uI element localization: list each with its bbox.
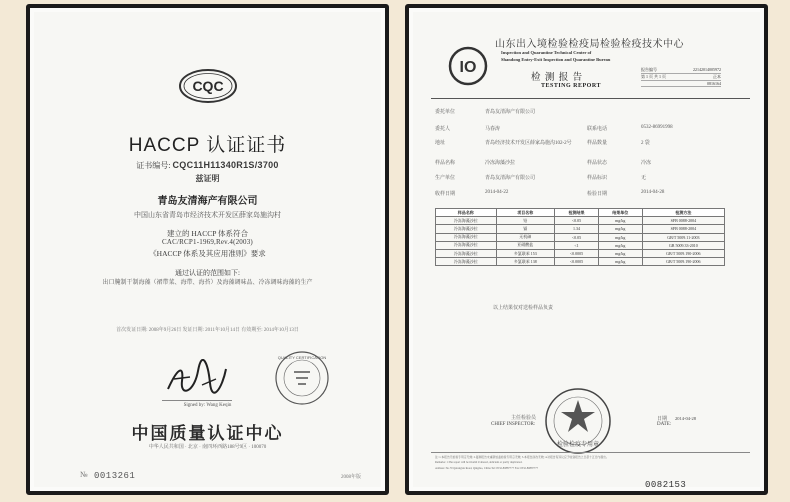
table-cell: 冷冻海藻沙拉 — [436, 241, 497, 249]
table-cell: <1 — [555, 241, 599, 249]
scope-text: 出口腌制干制海藻（裙带菜、海带、海苔）及海藻调味品、冷冻调味海藻的生产 — [102, 280, 313, 286]
column-header: 检测结果 — [555, 209, 599, 217]
column-header: 样品名称 — [436, 209, 497, 217]
table-cell: GB/T 5009.11-2003 — [642, 233, 724, 241]
table-cell: <0.0005 — [555, 249, 599, 257]
certificate-title: HACCP 认证证书 — [128, 135, 287, 156]
report-serial: 0082153 — [645, 480, 687, 490]
report-page — [413, 12, 760, 490]
field-value: 0532-86991998 — [641, 125, 673, 130]
field-label: 检验日期 — [587, 192, 608, 197]
table-cell: 多氯联苯 153 — [496, 249, 554, 257]
column-header: 项目名称 — [496, 209, 554, 217]
report-number-label: 报告编号 — [641, 67, 657, 72]
footer-note-2: Remarks: 1.The report will be invalid if altered, deficient or partly duplicated. — [435, 461, 523, 464]
chief-inspector-en: CHIEF INSPECTOR: — [491, 422, 536, 427]
table-cell: mg/kg — [598, 249, 642, 257]
field-label: 地址 — [435, 141, 446, 146]
ciq-logo-text: IO — [459, 59, 477, 76]
header-rule — [431, 98, 750, 99]
table-cell: <0.05 — [555, 233, 599, 241]
validity-dates: 首次发证日期: 2008年9月26日 发证日期: 2011年10月14日 有效期至: 2014年10月13日 — [116, 328, 299, 333]
table-cell: 镉 — [496, 225, 554, 233]
table-cell: 冷冻海藻沙拉 — [436, 249, 497, 257]
certificate-number: CQC11H11340R1S/3700 — [172, 160, 279, 170]
field-value: 2014-04-22 — [485, 190, 509, 195]
field-label: 样品数量 — [587, 141, 608, 146]
seal-text: QUALITY CERTIFICATION — [277, 355, 327, 360]
table-row — [436, 241, 725, 249]
table-cell: mg/kg — [598, 225, 642, 233]
signature-line — [162, 400, 232, 401]
field-label: 样品状态 — [587, 161, 608, 166]
table-cell: GB/T 5009.190-2006 — [642, 258, 724, 266]
table-cell: 1.34 — [555, 225, 599, 233]
serial-mark: № — [80, 470, 88, 479]
footer-rule — [431, 452, 750, 453]
report-header-en-2: Shandong Entry-Exit Inspection and Quarantine Bureau — [501, 57, 611, 62]
field-value: 青岛经济技术开发区薛家岛施沟102-2号 — [485, 141, 572, 146]
field-label: 生产单位 — [435, 176, 456, 181]
certificate-page — [34, 12, 381, 487]
scope-heading: 通过认证的范围如下: — [175, 269, 240, 277]
standard-line-2: CAC/RCP1-1969,Rev.4(2003) — [162, 238, 253, 246]
certificate-number-line — [34, 160, 381, 171]
table-cell: 多氯联苯 138 — [496, 258, 554, 266]
table-cell: <0.0005 — [555, 258, 599, 266]
inspection-stamp-icon — [543, 386, 613, 456]
field-value: 青岛友清海产有限公司 — [485, 110, 536, 115]
report-header-en-1: Inspection and Quarantine Technical Center of — [501, 50, 592, 55]
field-value: 2 袋 — [641, 141, 650, 146]
standard-line-3: 《HACCP 体系及其应用准则》要求 — [149, 249, 266, 258]
company-name: 青岛友清海产有限公司 — [157, 196, 258, 207]
table-cell: 无机砷 — [496, 233, 554, 241]
field-value: 马春涛 — [485, 127, 501, 132]
table-cell: 铅 — [496, 217, 554, 225]
edition-label: 2008年版 — [340, 475, 361, 480]
date-label-en: DATE: — [657, 422, 672, 427]
table-cell: <0.05 — [555, 217, 599, 225]
copy-label: 正本 — [713, 73, 721, 79]
certificate-number-label: 证书编号: — [136, 161, 171, 170]
date-label-cn: 日期 — [657, 417, 668, 422]
certificate-serial: 0013261 — [94, 471, 136, 481]
certify-heading: 兹证明 — [195, 174, 220, 183]
field-value: 冷冻 — [641, 161, 652, 166]
footer-address: Address: No.70 Qutangxia Road, Qingdao, China Tel: 0532-80887777 Fax: 0532-80887777 — [435, 467, 539, 470]
signed-by: Signed by: Wang Keqin — [183, 403, 232, 408]
table-row — [436, 233, 725, 241]
disclaimer-text: 以上结果仅对送检样品负责 — [493, 306, 554, 311]
table-header-row — [436, 209, 725, 217]
page-indicator: 第 1 页 共 1 页 — [641, 73, 666, 79]
table-cell: 冷冻海藻沙拉 — [436, 225, 497, 233]
footer-note-1: 注: 1.本报告无检验专用章无效; 2.复制报告未重新加盖检验专用章无效; 3.本报告涂改无效; 4.对报告有异议应于收到报告之日起十五日内提出。 — [435, 456, 609, 459]
field-label: 样品名称 — [435, 161, 456, 166]
field-label: 委托人 — [435, 127, 451, 132]
table-cell: 冷冻海藻沙拉 — [436, 258, 497, 266]
field-label: 收样日期 — [435, 192, 456, 197]
testing-report-photo — [405, 4, 768, 495]
table-row — [436, 249, 725, 257]
table-cell: 亚硝酸盐 — [496, 241, 554, 249]
stamp-text: 检验检疫专用章 — [556, 441, 600, 448]
report-title-cn: 检 测 报 告 — [531, 73, 584, 83]
standard-line-1: 建立的 HACCP 体系符合 — [167, 229, 248, 238]
report-header-cn: 山东出入境检验检疫局检验检疫技术中心 — [495, 39, 684, 50]
table-cell: GB 5009.33-2010 — [642, 241, 724, 249]
table-cell: GB/T 5009.190-2006 — [642, 249, 724, 257]
cqc-logo-icon — [178, 68, 238, 104]
table-cell: 冷冻海藻沙拉 — [436, 233, 497, 241]
field-value: 冷冻海藻沙拉 — [485, 161, 516, 166]
table-cell: mg/kg — [598, 217, 642, 225]
table-cell: SFB 0088-2004 — [642, 225, 724, 233]
company-address: 中国山东省青岛市经济技术开发区薛家岛施沟村 — [134, 211, 281, 219]
table-cell: 冷冻海藻沙拉 — [436, 217, 497, 225]
field-value: 青岛友清海产有限公司 — [485, 176, 536, 181]
results-table — [435, 208, 725, 266]
table-cell: mg/kg — [598, 241, 642, 249]
chief-inspector-cn: 主任检验员 — [511, 416, 537, 421]
haccp-certificate-photo — [26, 4, 389, 495]
table-cell: SFB 0088-2004 — [642, 217, 724, 225]
report-title-en: TESTING REPORT — [541, 83, 601, 89]
table-row — [436, 217, 725, 225]
report-number-box — [641, 67, 721, 87]
column-header: 结果单位 — [598, 209, 642, 217]
report-code: 0816164 — [707, 80, 721, 86]
signature-image — [164, 359, 230, 401]
field-value: 无 — [641, 176, 647, 181]
report-date: 2014-04-28 — [675, 416, 696, 421]
cqc-logo-text: CQC — [192, 78, 224, 94]
table-cell: mg/kg — [598, 233, 642, 241]
table-row — [436, 258, 725, 266]
table-row — [436, 225, 725, 233]
table-cell: mg/kg — [598, 258, 642, 266]
organization-address: 中华人民共和国 · 北京 · 南四环西路188号9区 · 100070 — [148, 445, 267, 450]
column-header: 检测方法 — [642, 209, 724, 217]
field-label: 委托单位 — [435, 110, 456, 115]
certification-seal-icon — [274, 350, 330, 406]
field-label: 联系电话 — [587, 127, 608, 132]
field-value: 2014-04-28 — [641, 190, 665, 195]
report-number: 22142014005972 — [693, 67, 721, 72]
field-label: 样品标识 — [587, 176, 608, 181]
ciq-logo-icon — [448, 46, 488, 86]
issuing-organization: 中国质量认证中心 — [131, 424, 284, 443]
